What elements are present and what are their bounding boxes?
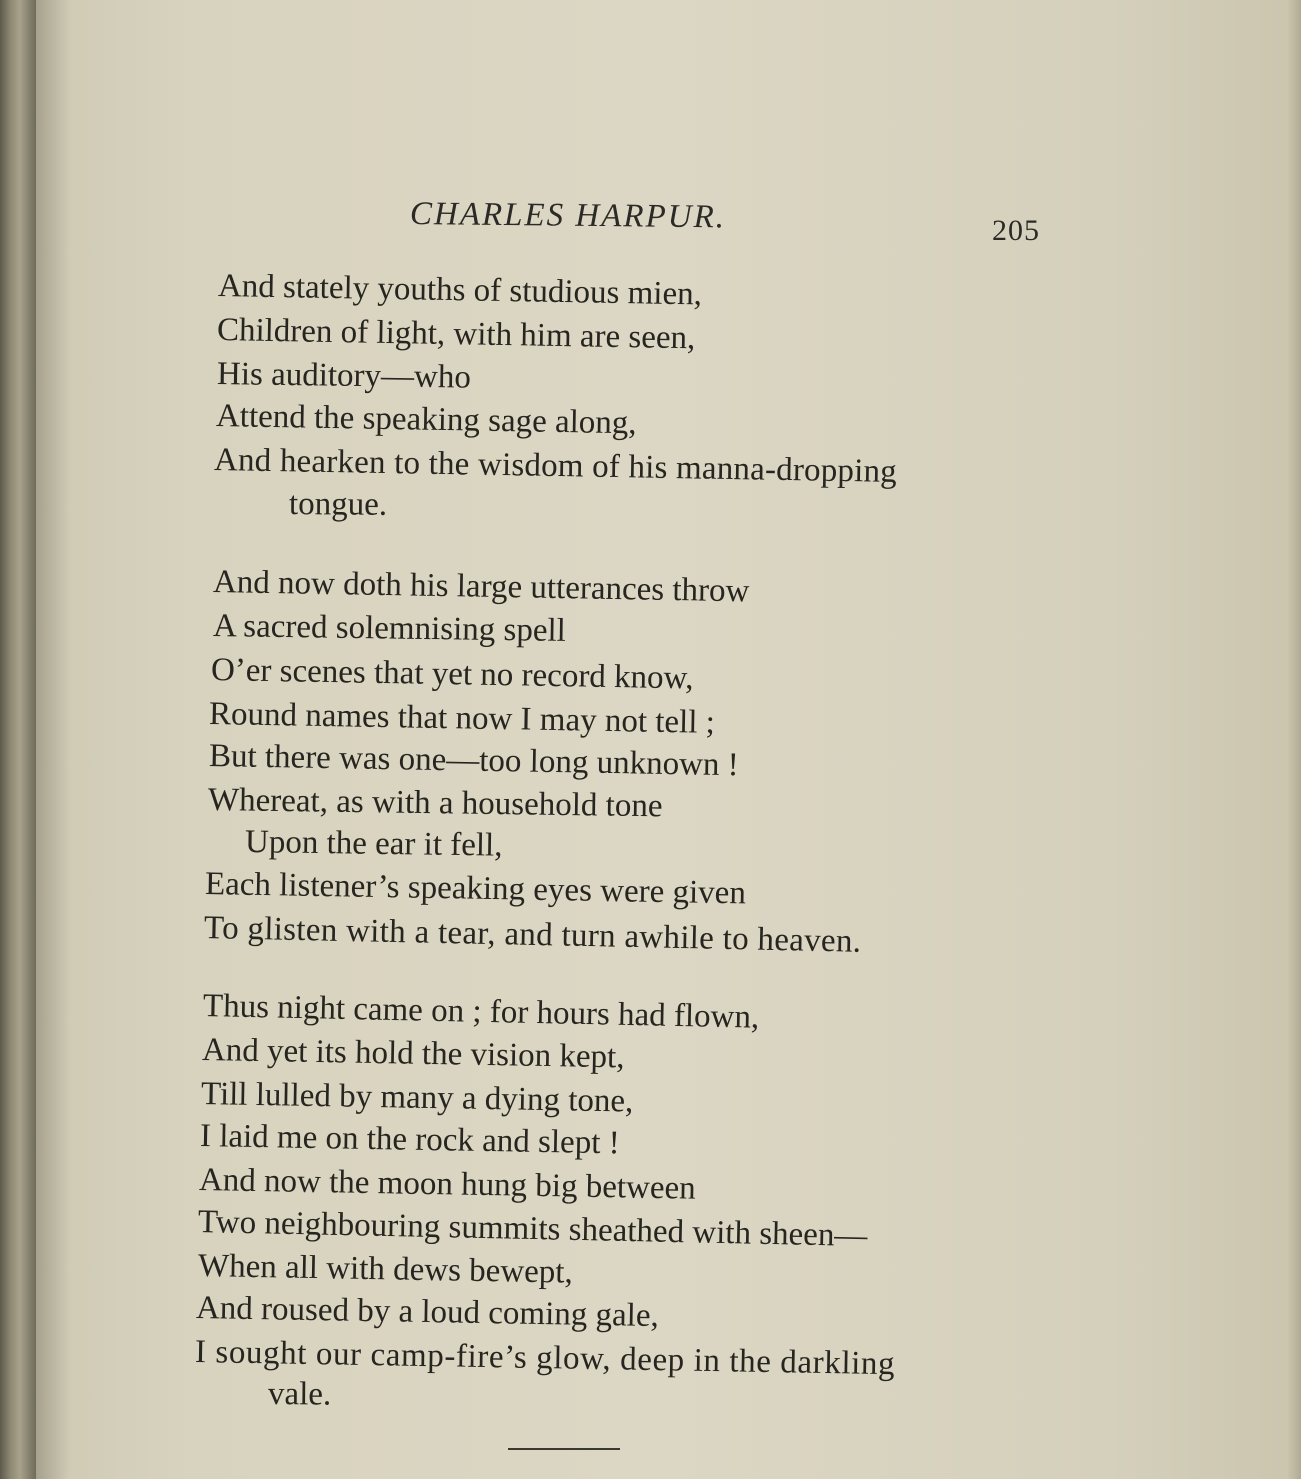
running-title: CHARLES HARPUR.: [409, 196, 727, 236]
poem-line: His auditory—who: [216, 356, 472, 396]
poem-line: And now the moon hung big between: [198, 1162, 697, 1207]
poem-line: Children of light, with him are seen,: [216, 312, 696, 357]
poem-line: But there was one—too long unknown !: [208, 738, 740, 784]
book-spine: [0, 0, 36, 1479]
poem-line: O’er scenes that yet no record know,: [210, 652, 694, 697]
poem-line: Whereat, as with a household tone: [207, 782, 663, 825]
poem-line: Till lulled by many a dying tone,: [200, 1076, 634, 1120]
poem-line: I sought our camp-fire’s glow, deep in the darkling: [194, 1334, 896, 1383]
page-edge: [1287, 0, 1301, 1479]
poem-line: And hearken to the wisdom of his manna-dropping: [213, 442, 898, 490]
poem-line: Each listener’s speaking eyes were given: [204, 866, 747, 912]
poem-line: And roused by a loud coming gale,: [195, 1290, 660, 1335]
section-divider: [508, 1448, 620, 1450]
poem-line: And yet its hold the vision kept,: [201, 1032, 625, 1076]
poem-line: When all with dews bewept,: [197, 1248, 574, 1291]
poem-line: A sacred solemnising spell: [212, 608, 567, 649]
poem-line: And now doth his large utterances throw: [212, 564, 750, 610]
poem-line: Attend the speaking sage along,: [215, 398, 637, 442]
poem-line: tongue.: [288, 486, 388, 523]
page-number: 205: [992, 214, 1040, 247]
poem-line: Two neighbouring summits sheathed with sheen—: [197, 1204, 868, 1255]
poem-line: Thus night came on ; for hours had flown,: [202, 988, 760, 1036]
poem-line: To glisten with a tear, and turn awhile to heaven.: [203, 910, 862, 960]
gutter-shadow: [36, 0, 70, 1479]
poem-line: Round names that now I may not tell ;: [208, 696, 716, 741]
poem-line: vale.: [267, 1376, 332, 1413]
poem-line: I laid me on the rock and slept !: [199, 1118, 620, 1162]
poem-line: Upon the ear it fell,: [244, 824, 503, 864]
poem-line: And stately youths of studious mien,: [217, 268, 703, 313]
